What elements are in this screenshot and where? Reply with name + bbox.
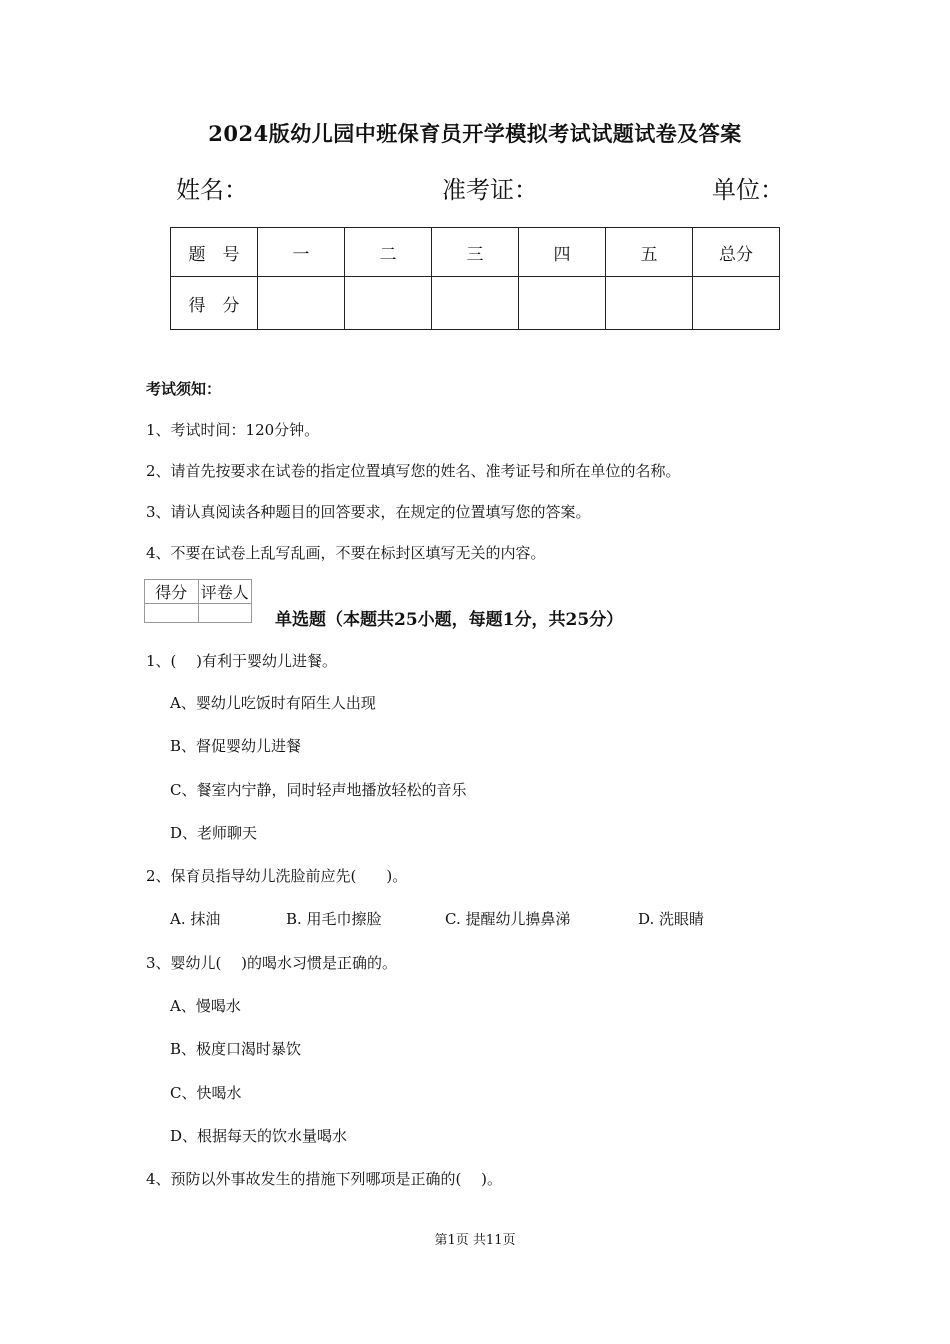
unit-label: 单位： — [712, 176, 784, 204]
header-cell-total: 总分 — [693, 228, 780, 277]
page-title: 2024版幼儿园中班保育员开学模拟考试试题试卷及答案 — [208, 121, 742, 146]
grader-box — [144, 579, 252, 623]
question-stem: 4、预防以外事故发生的措施下列哪项是正确的( )。 — [146, 1170, 503, 1188]
score-table-score-row — [171, 277, 780, 330]
header-cell-5: 五 — [606, 228, 693, 277]
question-option: C. 提醒幼儿擤鼻涕 — [445, 910, 571, 928]
notice-item: 3、请认真阅读各种题目的回答要求，在规定的位置填写您的答案。 — [146, 503, 591, 521]
question-stem: 3、婴幼儿( )的喝水习惯是正确的。 — [146, 954, 398, 972]
score-row-label: 得 分 — [171, 277, 258, 330]
question-stem: 1、( )有利于婴幼儿进餐。 — [146, 652, 338, 670]
score-cell-2[interactable] — [345, 277, 432, 330]
section-title: 单选题（本题共25小题，每题1分，共25分） — [275, 610, 624, 630]
score-table — [170, 227, 780, 330]
header-cell-2: 二 — [345, 228, 432, 277]
score-cell-4[interactable] — [519, 277, 606, 330]
question-option: C、快喝水 — [170, 1084, 242, 1102]
notice-title: 考试须知： — [146, 380, 222, 398]
notice-item: 2、请首先按要求在试卷的指定位置填写您的姓名、准考证号和所在单位的名称。 — [146, 462, 681, 480]
question-option: A. 抹油 — [170, 910, 221, 928]
page-footer: 第1页 共11页 — [434, 1233, 516, 1248]
header-cell-1: 一 — [258, 228, 345, 277]
notice-item: 4、不要在试卷上乱写乱画，不要在标封区填写无关的内容。 — [146, 544, 546, 562]
grader-name-cell[interactable] — [198, 604, 252, 623]
header-cell-3: 三 — [432, 228, 519, 277]
question-option: A、婴幼儿吃饭时有陌生人出现 — [170, 694, 376, 712]
question-option: B、极度口渴时暴饮 — [170, 1040, 302, 1058]
grader-name-label: 评卷人 — [198, 580, 252, 604]
header-cell-4: 四 — [519, 228, 606, 277]
question-option: C、餐室内宁静，同时轻声地播放轻松的音乐 — [170, 781, 467, 799]
question-stem: 2、保育员指导幼儿洗脸前应先( )。 — [146, 867, 408, 885]
score-cell-1[interactable] — [258, 277, 345, 330]
grader-score-cell[interactable] — [145, 604, 199, 623]
question-option: B、督促婴幼儿进餐 — [170, 737, 302, 755]
question-option: D、根据每天的饮水量喝水 — [170, 1127, 348, 1145]
question-option: B. 用毛巾擦脸 — [286, 910, 382, 928]
header-cell-label: 题 号 — [171, 228, 258, 277]
score-cell-total[interactable] — [693, 277, 780, 330]
question-option: D、老师聊天 — [170, 824, 258, 842]
score-table-header-row — [171, 228, 780, 277]
exam-number-label: 准考证： — [442, 176, 538, 204]
grader-score-label: 得分 — [145, 580, 199, 604]
question-option: D. 洗眼睛 — [638, 910, 705, 928]
score-cell-3[interactable] — [432, 277, 519, 330]
name-label: 姓名： — [176, 176, 248, 204]
question-option: A、慢喝水 — [170, 997, 241, 1015]
score-cell-5[interactable] — [606, 277, 693, 330]
notice-item: 1、考试时间：120分钟。 — [146, 421, 320, 439]
